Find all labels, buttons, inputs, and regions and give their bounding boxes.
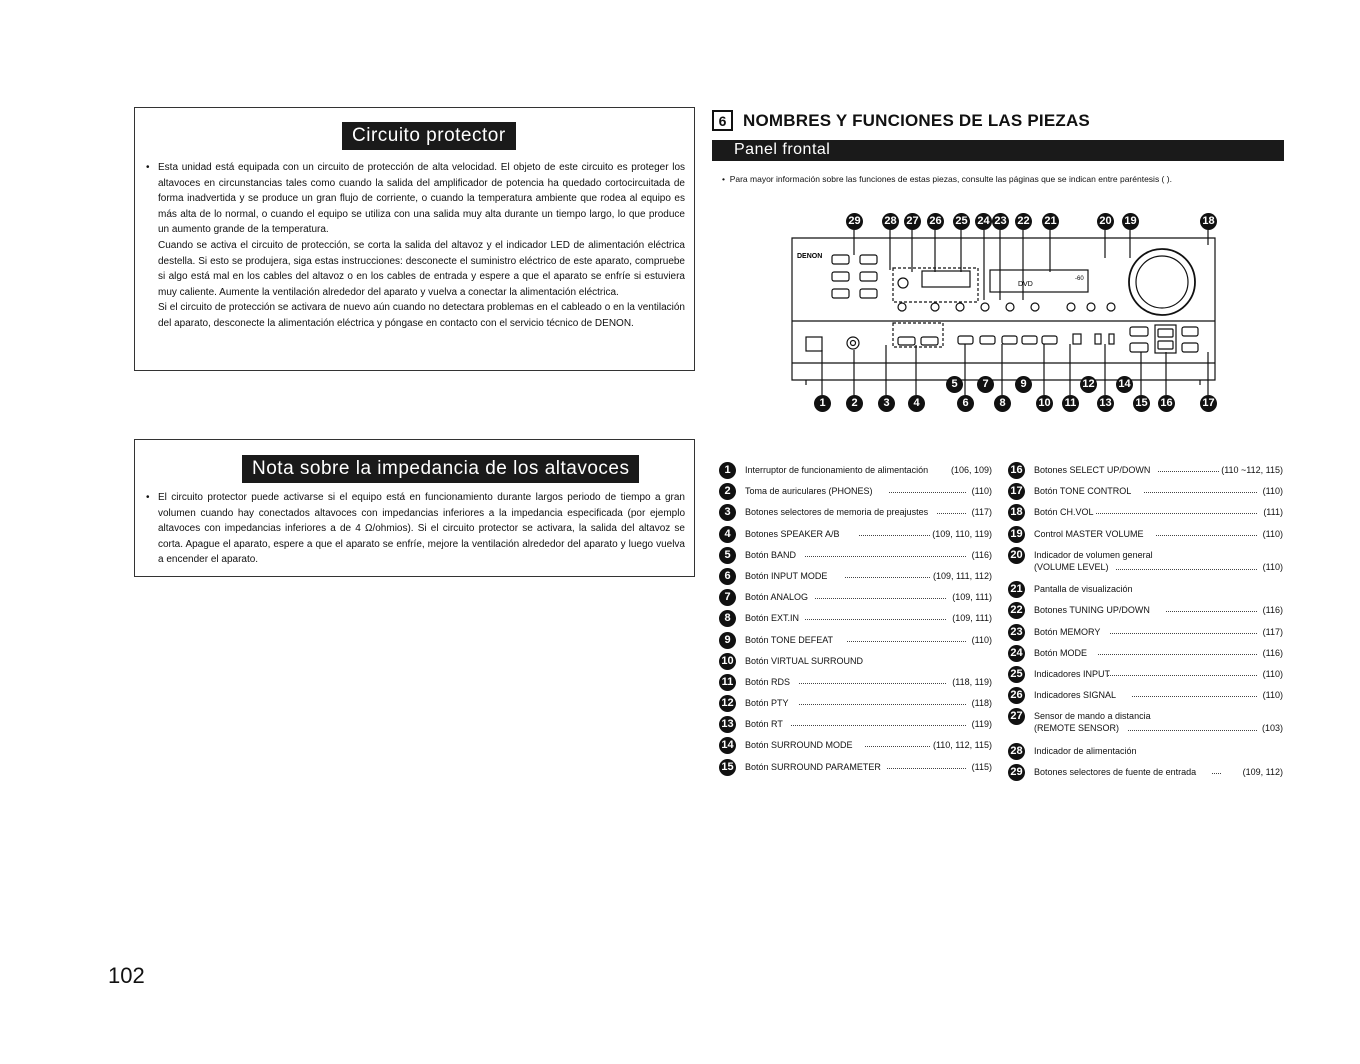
part-number: 12 (719, 695, 736, 712)
leader-dots (1144, 492, 1257, 493)
callout-11: 11 (1062, 395, 1079, 412)
part-name: Botón RT (745, 719, 783, 730)
part-number: 8 (719, 610, 736, 627)
list-item (1008, 743, 1283, 764)
callout-22: 22 (1015, 213, 1032, 230)
callout-6: 6 (957, 395, 974, 412)
part-number: 25 (1008, 666, 1025, 683)
list-item (1008, 687, 1283, 708)
part-number: 9 (719, 632, 736, 649)
bullet-icon: • (146, 492, 150, 503)
callout-25: 25 (953, 213, 970, 230)
part-ref: (110, 112, 115) (932, 740, 992, 751)
part-number: 29 (1008, 764, 1025, 781)
part-ref: (110) (1262, 486, 1283, 497)
parts-list-left (719, 462, 992, 780)
list-item (1008, 581, 1283, 602)
circuito-paragraph-3: Si el circuito de protección se activara de nuevo aún cuando no detectara problemas en el cableado o en la ventilación del aparato, desconecte la alimentación eléctrica y póngase en contacto con el servicio técnico de DENON. (158, 302, 685, 329)
impedancia-title: Nota sobre la impedancia de los altavoces (242, 455, 639, 483)
list-item (1008, 624, 1283, 645)
part-ref: (110) (971, 634, 992, 645)
part-ref: (116) (1262, 605, 1283, 616)
part-ref: (117) (1262, 626, 1283, 637)
device-brand: DENON (797, 253, 823, 260)
part-name: Indicadores INPUT (1034, 669, 1111, 679)
leader-dots (937, 513, 966, 514)
list-item (719, 568, 992, 589)
list-item (719, 674, 992, 695)
leader-dots (847, 641, 966, 642)
page-number: 102 (108, 963, 145, 988)
device-volume-readout: -60 (1075, 276, 1084, 282)
part-number: 6 (719, 568, 736, 585)
impedancia-box (134, 439, 695, 577)
callout-18: 18 (1200, 213, 1217, 230)
part-ref: (111) (1263, 507, 1283, 518)
callout-28: 28 (882, 213, 899, 230)
panel-frontal-bar (712, 140, 1284, 161)
leader-dots (799, 704, 966, 705)
part-ref: (109, 111) (952, 592, 992, 603)
panel-frontal-title: Panel frontal (734, 141, 831, 158)
leader-dots (1096, 513, 1257, 514)
callout-7: 7 (977, 376, 994, 393)
part-name: Botón SURROUND PARAMETER (745, 761, 881, 772)
list-item (1008, 547, 1283, 582)
part-ref: (118, 119) (952, 676, 992, 687)
part-name: Botones selectores de memoria de preajustes (745, 507, 929, 518)
list-item (1008, 483, 1283, 504)
list-item (719, 610, 992, 631)
part-name: Indicador de alimentación (1034, 745, 1137, 756)
part-name: Interruptor de funcionamiento de alimentación (745, 465, 929, 475)
part-name: Botón BAND (745, 549, 797, 560)
list-item (719, 759, 992, 780)
part-number: 26 (1008, 687, 1025, 704)
part-ref: (109, 112) (1242, 767, 1283, 778)
leader-dots (1108, 675, 1257, 676)
section-note: • Para mayor información sobre las funciones de estas piezas, consulte las páginas que se indican entre paréntesis ( ). (722, 174, 1172, 184)
leader-dots (1212, 773, 1221, 774)
list-item (719, 589, 992, 610)
callout-2: 2 (846, 395, 863, 412)
callout-9: 9 (1015, 376, 1032, 393)
part-ref: (115) (971, 761, 992, 772)
parts-list-right (1008, 462, 1283, 785)
part-ref: (103) (1261, 723, 1283, 734)
part-number: 13 (719, 716, 736, 733)
list-item (719, 737, 992, 758)
callout-27: 27 (904, 213, 921, 230)
list-item (1008, 764, 1283, 785)
leader-dots (1132, 696, 1257, 697)
callout-19: 19 (1122, 213, 1139, 230)
list-item (719, 695, 992, 716)
part-ref: (110) (1262, 561, 1283, 572)
callout-8: 8 (994, 395, 1011, 412)
part-number: 15 (719, 759, 736, 776)
list-item (1008, 666, 1283, 687)
part-name: Sensor de mando a distancia (1034, 711, 1151, 722)
list-item (719, 653, 992, 674)
part-number: 27 (1008, 708, 1025, 725)
leader-dots (859, 535, 930, 536)
circuito-protector-title: Circuito protector (342, 122, 516, 150)
list-item (1008, 504, 1283, 525)
circuito-protector-box (134, 107, 695, 371)
part-number: 19 (1008, 526, 1025, 543)
list-item (1008, 645, 1283, 666)
leader-dots (889, 492, 966, 493)
callout-5: 5 (946, 376, 963, 393)
list-item (1008, 602, 1283, 623)
part-ref: (110 ~112, 115) (1221, 465, 1283, 475)
leader-dots (887, 768, 966, 769)
callout-29: 29 (846, 213, 863, 230)
section-title: NOMBRES Y FUNCIONES DE LAS PIEZAS (743, 110, 1090, 130)
list-item (719, 547, 992, 568)
part-number: 10 (719, 653, 736, 670)
part-number: 23 (1008, 624, 1025, 641)
list-item (1008, 708, 1283, 743)
part-number: 11 (719, 674, 736, 691)
part-ref: (110) (1262, 690, 1283, 701)
part-ref: (109, 111, 112) (932, 570, 992, 581)
part-name: Botón TONE CONTROL (1034, 486, 1132, 497)
part-name: Botón PTY (745, 698, 789, 709)
part-name: Botón RDS (745, 676, 791, 687)
leader-dots (1166, 611, 1257, 612)
part-number: 14 (719, 737, 736, 754)
list-item (719, 504, 992, 525)
callout-23: 23 (992, 213, 1009, 230)
leader-dots (865, 746, 930, 747)
callout-16: 16 (1158, 395, 1175, 412)
part-name: Toma de auriculares (PHONES) (745, 486, 873, 497)
callout-15: 15 (1133, 395, 1150, 412)
part-name: Botones SELECT UP/DOWN (1034, 465, 1151, 475)
circuito-paragraph-1: Esta unidad está equipada con un circuito de protección de alta velocidad. El objeto de este circuito es proteger los altavoces en circunstancias tales como cuando la salida del amplificador de potencia ha quedado cortocircuitada de forma inadvertida y se produce un gran flujo de corriente, o cuando la temperatura ambiente que rodea al equipo es más alta de lo normal, o cuando el equipo se utiliza con una salida muy alta durante un tiempo largo, lo que produce un aumento grande de la temperatura. (158, 162, 685, 236)
callout-1: 1 (814, 395, 831, 412)
part-name: Botón ANALOG (745, 592, 809, 603)
section-note-text: Para mayor información sobre las funciones de estas piezas, consulte las páginas que se indican entre paréntesis ( ). (729, 174, 1172, 184)
part-ref: (106, 109) (950, 465, 992, 475)
part-name-2: (VOLUME LEVEL) (1034, 561, 1109, 572)
list-item (1008, 526, 1283, 547)
callout-17: 17 (1200, 395, 1217, 412)
part-name: Botones TUNING UP/DOWN (1034, 605, 1150, 616)
callout-20: 20 (1097, 213, 1114, 230)
leader-dots (1098, 654, 1257, 655)
list-item (719, 462, 992, 483)
leader-dots (799, 683, 946, 684)
part-ref: (110) (971, 486, 992, 497)
leader-dots (815, 598, 946, 599)
circuito-paragraph-2: Cuando se activa el circuito de protección, se corta la salida del altavoz y el indicador LED de alimentación eléctrica destella. Si esto se produjera, siga estas instrucciones: desconecte el suministro eléctrico de este aparato, compruebe si algo está mal en los cables del altavoz o en los cables de entrada y espere a que el aparato se enfríe si estuviera muy caliente. Aumente la ventilación alrededor del aparato y vuelva a conectar la alimentación eléctrica. (158, 239, 685, 298)
leader-dots (1110, 633, 1257, 634)
part-name: Control MASTER VOLUME (1034, 528, 1144, 539)
list-item (719, 483, 992, 504)
impedancia-text (146, 490, 685, 568)
callout-12: 12 (1080, 376, 1097, 393)
list-item (719, 526, 992, 547)
bullet-icon: • (146, 162, 150, 173)
callout-21: 21 (1042, 213, 1059, 230)
device-display-text: DVD (1018, 281, 1033, 288)
part-ref: (110) (1262, 528, 1283, 539)
part-ref: (109, 111) (952, 613, 992, 624)
part-number: 7 (719, 589, 736, 606)
part-name: Botón INPUT MODE (745, 570, 828, 581)
part-number: 18 (1008, 504, 1025, 521)
callout-10: 10 (1036, 395, 1053, 412)
part-number: 16 (1008, 462, 1025, 479)
part-ref: (109, 110, 119) (932, 528, 992, 539)
part-name: Botón SURROUND MODE (745, 740, 853, 751)
leader-dots (845, 577, 930, 578)
part-ref: (116) (971, 549, 992, 560)
leader-dots (1116, 569, 1257, 570)
part-ref: (118) (971, 698, 992, 709)
callout-14: 14 (1116, 376, 1133, 393)
part-name: Botón MEMORY (1034, 626, 1101, 637)
part-number: 1 (719, 462, 736, 479)
part-name: Botón VIRTUAL SURROUND (745, 655, 864, 666)
part-name: Botón EXT.IN (745, 613, 800, 624)
part-number: 20 (1008, 547, 1025, 564)
callout-3: 3 (878, 395, 895, 412)
leader-dots (805, 619, 946, 620)
leader-dots (805, 556, 966, 557)
part-ref: (116) (1262, 647, 1283, 658)
section-header (712, 110, 1090, 131)
callout-13: 13 (1097, 395, 1114, 412)
part-ref: (110) (1262, 669, 1283, 679)
callout-4: 4 (908, 395, 925, 412)
list-item (719, 632, 992, 653)
part-name: Indicadores SIGNAL (1034, 690, 1117, 701)
part-name: Indicador de volumen general (1034, 549, 1153, 560)
list-item (719, 716, 992, 737)
section-number: 6 (712, 110, 733, 131)
list-item (1008, 462, 1283, 483)
leader-dots (1158, 471, 1219, 472)
part-number: 4 (719, 526, 736, 543)
part-ref: (119) (971, 719, 992, 730)
part-name: Botones selectores de fuente de entrada (1034, 767, 1197, 778)
part-name: Botón MODE (1034, 647, 1088, 658)
part-number: 2 (719, 483, 736, 500)
part-name: Botón CH.VOL (1034, 507, 1094, 518)
leader-dots (1128, 730, 1257, 731)
part-number: 17 (1008, 483, 1025, 500)
part-number: 21 (1008, 581, 1025, 598)
part-name: Pantalla de visualización (1034, 584, 1133, 595)
part-ref: (117) (971, 507, 992, 518)
part-name: Botón TONE DEFEAT (745, 634, 834, 645)
callout-24: 24 (975, 213, 992, 230)
part-name-2: (REMOTE SENSOR) (1034, 723, 1120, 734)
circuito-protector-text (146, 160, 685, 332)
part-number: 24 (1008, 645, 1025, 662)
part-number: 3 (719, 504, 736, 521)
part-number: 28 (1008, 743, 1025, 760)
part-number: 22 (1008, 602, 1025, 619)
leader-dots (1156, 535, 1257, 536)
part-name: Botones SPEAKER A/B (745, 528, 840, 539)
callout-26: 26 (927, 213, 944, 230)
leader-dots (791, 725, 966, 726)
part-number: 5 (719, 547, 736, 564)
impedancia-paragraph: El circuito protector puede activarse si el equipo está en funcionamiento durante largos periodo de tiempo a gran volumen cuando hay conectados altavoces con impedancias inferiores a la impedancia especificada (por ejemplo altavoces con impedancias inferiores a de 4 Ω/ohmios). Si el circuito protector se activara, la salida del altavoz se corta. Apague el aparato, espere a que el aparato se enfríe, mejore la ventilación alrededor del aparato y luego vuelva a encender el aparato. (158, 492, 685, 566)
